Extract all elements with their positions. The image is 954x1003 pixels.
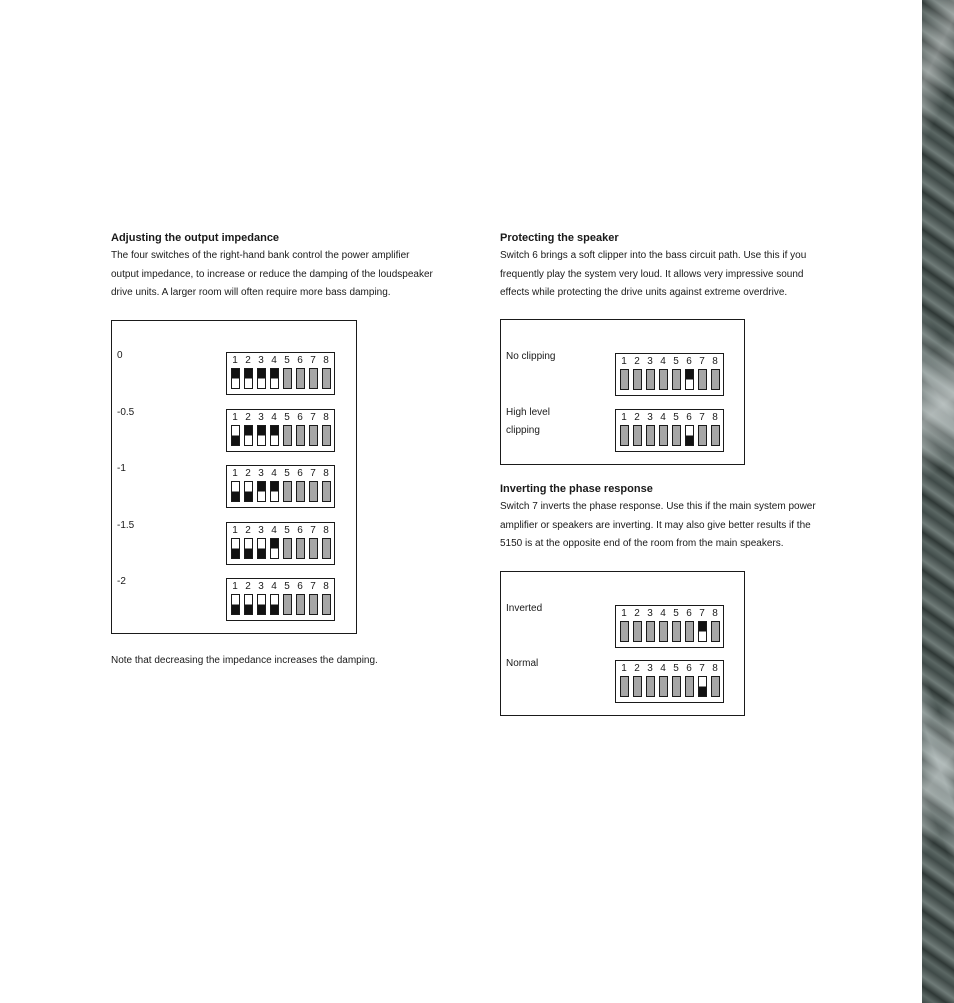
dip-switch-number: 1 bbox=[621, 412, 627, 423]
dip-switch-number: 5 bbox=[673, 356, 679, 367]
dip-switch-6 bbox=[296, 594, 305, 615]
protect-row-label-line: High level bbox=[506, 407, 550, 418]
dip-switch-3 bbox=[257, 594, 266, 615]
dip-switch-number: 4 bbox=[271, 524, 277, 536]
dip-switch-number: 1 bbox=[232, 524, 238, 536]
phase-heading: Inverting the phase response bbox=[500, 483, 653, 495]
protect-row-label bbox=[506, 348, 555, 366]
dip-switch-number: 6 bbox=[297, 581, 303, 592]
impedance-line-3: drive units. A larger room will often require more bass damping. bbox=[111, 287, 391, 298]
impedance-row-label-line: -1.5 bbox=[117, 519, 135, 531]
dip-switch-6 bbox=[685, 676, 694, 697]
dip-switch-4 bbox=[270, 368, 279, 389]
dip-switch-4 bbox=[659, 369, 668, 390]
dip-switch-4 bbox=[659, 621, 668, 642]
dip-switch-7 bbox=[309, 538, 318, 559]
phase-line-2: amplifier or speakers are inverting. It may also give better results if the bbox=[500, 519, 811, 531]
dip-switch-number: 5 bbox=[284, 524, 290, 536]
dip-switch-number: 7 bbox=[699, 663, 705, 674]
impedance-row-label-line: -2 bbox=[117, 576, 126, 587]
dip-switch-number: 7 bbox=[699, 412, 705, 423]
protect-dip-switch-block bbox=[615, 353, 724, 396]
impedance-dip-switch-block bbox=[226, 578, 335, 621]
dip-switch-1 bbox=[620, 425, 629, 446]
dip-switch-3 bbox=[646, 621, 655, 642]
dip-switch-8 bbox=[322, 538, 331, 559]
dip-switch-number: 7 bbox=[699, 608, 705, 619]
impedance-dip-switch-block bbox=[226, 352, 335, 395]
protect-row-label-line: clipping bbox=[506, 425, 540, 436]
dip-switch-number: 1 bbox=[621, 608, 627, 619]
marble-texture-border bbox=[922, 0, 954, 1003]
protect-heading: Protecting the speaker bbox=[500, 232, 619, 244]
dip-switch-number: 3 bbox=[258, 411, 264, 423]
impedance-line-2: output impedance, to increase or reduce the damping of the loudspeaker bbox=[111, 268, 433, 280]
dip-switch-5 bbox=[283, 594, 292, 615]
dip-switch-6 bbox=[685, 425, 694, 446]
dip-switch-number: 1 bbox=[232, 411, 238, 423]
dip-switch-number: 5 bbox=[673, 663, 679, 674]
dip-switch-5 bbox=[283, 538, 292, 559]
dip-switch-number: 4 bbox=[271, 355, 277, 366]
dip-switch-7 bbox=[698, 676, 707, 697]
dip-switch-1 bbox=[231, 368, 240, 389]
dip-switch-1 bbox=[231, 538, 240, 559]
impedance-heading: Adjusting the output impedance bbox=[111, 232, 280, 244]
dip-switch-number: 4 bbox=[271, 581, 277, 592]
dip-switch-number: 2 bbox=[245, 468, 251, 479]
dip-switch-1 bbox=[231, 594, 240, 615]
phase-row-label bbox=[506, 655, 538, 673]
dip-switch-number: 1 bbox=[232, 468, 238, 479]
dip-switch-number: 4 bbox=[271, 468, 277, 479]
impedance-switch-panel bbox=[111, 320, 357, 634]
dip-switch-number: 6 bbox=[297, 524, 303, 536]
dip-switch-number: 2 bbox=[634, 663, 640, 674]
dip-switch-7 bbox=[698, 621, 707, 642]
protect-line-2: frequently play the system very loud. It allows very impressive sound bbox=[500, 268, 804, 280]
phase-line-3: 5150 is at the opposite end of the room from the main speakers. bbox=[500, 538, 784, 549]
protect-line-1: Switch 6 brings a soft clipper into the bass circuit path. Use this if you bbox=[500, 250, 807, 261]
dip-switch-number: 6 bbox=[297, 411, 303, 423]
dip-switch-number: 5 bbox=[284, 468, 290, 479]
dip-switch-number: 6 bbox=[297, 355, 303, 366]
dip-switch-5 bbox=[672, 676, 681, 697]
dip-switch-5 bbox=[283, 425, 292, 446]
dip-switch-2 bbox=[244, 481, 253, 502]
impedance-row-label bbox=[117, 460, 126, 478]
dip-switch-number: 3 bbox=[258, 468, 264, 479]
dip-switch-number: 6 bbox=[297, 468, 303, 479]
dip-switch-4 bbox=[270, 425, 279, 446]
dip-switch-6 bbox=[685, 369, 694, 390]
dip-switch-3 bbox=[257, 368, 266, 389]
dip-switch-8 bbox=[711, 425, 720, 446]
dip-switch-number: 3 bbox=[647, 356, 653, 367]
dip-switch-4 bbox=[270, 538, 279, 559]
phase-description bbox=[500, 498, 816, 554]
protect-dip-switch-block bbox=[615, 409, 724, 452]
dip-switch-number: 8 bbox=[712, 356, 718, 367]
dip-switch-2 bbox=[244, 425, 253, 446]
dip-switch-2 bbox=[633, 621, 642, 642]
dip-switch-number: 2 bbox=[245, 524, 251, 536]
dip-switch-7 bbox=[309, 425, 318, 446]
dip-switch-5 bbox=[283, 368, 292, 389]
dip-switch-2 bbox=[244, 594, 253, 615]
dip-switch-number: 3 bbox=[647, 663, 653, 674]
dip-switch-number: 2 bbox=[634, 356, 640, 367]
dip-switch-number: 8 bbox=[323, 468, 329, 479]
dip-switch-5 bbox=[672, 369, 681, 390]
dip-switch-number: 3 bbox=[258, 581, 264, 592]
dip-switch-1 bbox=[620, 676, 629, 697]
dip-switch-number: 8 bbox=[712, 412, 718, 423]
dip-switch-4 bbox=[659, 425, 668, 446]
dip-switch-number: 2 bbox=[634, 412, 640, 423]
dip-switch-number: 6 bbox=[686, 356, 692, 367]
dip-switch-number: 8 bbox=[712, 608, 718, 619]
dip-switch-number: 3 bbox=[647, 608, 653, 619]
impedance-row-label bbox=[117, 573, 126, 591]
impedance-row-label-line: -1 bbox=[117, 463, 126, 474]
dip-switch-number: 5 bbox=[284, 581, 290, 592]
dip-switch-6 bbox=[296, 425, 305, 446]
dip-switch-3 bbox=[646, 369, 655, 390]
dip-switch-4 bbox=[659, 676, 668, 697]
protect-switch-panel bbox=[500, 319, 745, 465]
dip-switch-number: 8 bbox=[712, 663, 718, 674]
dip-switch-number: 7 bbox=[310, 524, 316, 536]
dip-switch-3 bbox=[257, 425, 266, 446]
dip-switch-number: 1 bbox=[621, 663, 627, 674]
dip-switch-3 bbox=[257, 481, 266, 502]
dip-switch-7 bbox=[698, 425, 707, 446]
dip-switch-number: 6 bbox=[686, 663, 692, 674]
dip-switch-4 bbox=[270, 481, 279, 502]
dip-switch-number: 1 bbox=[621, 356, 627, 367]
dip-switch-1 bbox=[231, 481, 240, 502]
dip-switch-8 bbox=[711, 621, 720, 642]
dip-switch-8 bbox=[711, 369, 720, 390]
impedance-row-label-line: -0.5 bbox=[117, 406, 135, 418]
phase-row-label-line: Normal bbox=[506, 658, 539, 669]
phase-switch-panel bbox=[500, 571, 745, 716]
phase-dip-switch-block bbox=[615, 605, 724, 648]
dip-switch-number: 3 bbox=[258, 524, 264, 536]
dip-switch-number: 4 bbox=[271, 411, 277, 423]
dip-switch-7 bbox=[698, 369, 707, 390]
dip-switch-6 bbox=[296, 538, 305, 559]
dip-switch-number: 5 bbox=[673, 608, 679, 619]
dip-switch-2 bbox=[244, 368, 253, 389]
dip-switch-number: 8 bbox=[323, 524, 329, 536]
dip-switch-5 bbox=[672, 621, 681, 642]
impedance-description bbox=[111, 247, 433, 303]
dip-switch-number: 5 bbox=[284, 411, 290, 423]
dip-switch-number: 5 bbox=[284, 355, 290, 366]
dip-switch-number: 2 bbox=[245, 411, 251, 423]
phase-row-label bbox=[506, 600, 542, 618]
dip-switch-number: 7 bbox=[310, 581, 316, 592]
dip-switch-number: 5 bbox=[673, 412, 679, 423]
dip-switch-number: 7 bbox=[310, 355, 316, 366]
dip-switch-number: 1 bbox=[232, 581, 238, 592]
impedance-row-label bbox=[117, 517, 134, 535]
dip-switch-number: 3 bbox=[647, 412, 653, 423]
dip-switch-2 bbox=[244, 538, 253, 559]
dip-switch-8 bbox=[322, 425, 331, 446]
dip-switch-1 bbox=[620, 621, 629, 642]
protect-row-label bbox=[506, 404, 550, 440]
dip-switch-number: 8 bbox=[323, 411, 329, 423]
dip-switch-6 bbox=[296, 368, 305, 389]
dip-switch-7 bbox=[309, 481, 318, 502]
dip-switch-2 bbox=[633, 369, 642, 390]
dip-switch-number: 7 bbox=[310, 411, 316, 423]
impedance-dip-switch-block bbox=[226, 409, 335, 452]
dip-switch-5 bbox=[283, 481, 292, 502]
impedance-dip-switch-block bbox=[226, 522, 335, 565]
dip-switch-number: 3 bbox=[258, 355, 264, 366]
impedance-row-label bbox=[117, 347, 123, 365]
dip-switch-number: 8 bbox=[323, 581, 329, 592]
dip-switch-number: 6 bbox=[686, 412, 692, 423]
dip-switch-number: 2 bbox=[245, 581, 251, 592]
dip-switch-8 bbox=[711, 676, 720, 697]
dip-switch-number: 4 bbox=[660, 663, 666, 674]
dip-switch-number: 1 bbox=[232, 355, 238, 366]
dip-switch-5 bbox=[672, 425, 681, 446]
dip-switch-8 bbox=[322, 594, 331, 615]
dip-switch-2 bbox=[633, 676, 642, 697]
dip-switch-number: 4 bbox=[660, 356, 666, 367]
impedance-row-label bbox=[117, 404, 134, 422]
dip-switch-8 bbox=[322, 481, 331, 502]
dip-switch-number: 8 bbox=[323, 355, 329, 366]
dip-switch-2 bbox=[633, 425, 642, 446]
dip-switch-3 bbox=[646, 676, 655, 697]
dip-switch-number: 6 bbox=[686, 608, 692, 619]
impedance-note: Note that decreasing the impedance increases the damping. bbox=[111, 655, 378, 666]
dip-switch-3 bbox=[646, 425, 655, 446]
protect-line-3: effects while protecting the drive units against extreme overdrive. bbox=[500, 287, 788, 298]
protect-description bbox=[500, 247, 806, 303]
dip-switch-number: 2 bbox=[245, 355, 251, 366]
dip-switch-1 bbox=[620, 369, 629, 390]
impedance-line-1: The four switches of the right-hand bank control the power amplifier bbox=[111, 250, 410, 261]
phase-row-label-line: Inverted bbox=[506, 603, 543, 614]
dip-switch-number: 7 bbox=[699, 356, 705, 367]
dip-switch-8 bbox=[322, 368, 331, 389]
dip-switch-6 bbox=[296, 481, 305, 502]
phase-line-1: Switch 7 inverts the phase response. Use this if the main system power bbox=[500, 501, 816, 512]
dip-switch-7 bbox=[309, 368, 318, 389]
dip-switch-3 bbox=[257, 538, 266, 559]
dip-switch-7 bbox=[309, 594, 318, 615]
impedance-row-label-line: 0 bbox=[117, 350, 123, 361]
phase-dip-switch-block bbox=[615, 660, 724, 703]
dip-switch-4 bbox=[270, 594, 279, 615]
dip-switch-number: 4 bbox=[660, 608, 666, 619]
dip-switch-1 bbox=[231, 425, 240, 446]
dip-switch-6 bbox=[685, 621, 694, 642]
dip-switch-number: 7 bbox=[310, 468, 316, 479]
impedance-dip-switch-block bbox=[226, 465, 335, 508]
protect-row-label-line: No clipping bbox=[506, 351, 556, 362]
dip-switch-number: 4 bbox=[660, 412, 666, 423]
dip-switch-number: 2 bbox=[634, 608, 640, 619]
